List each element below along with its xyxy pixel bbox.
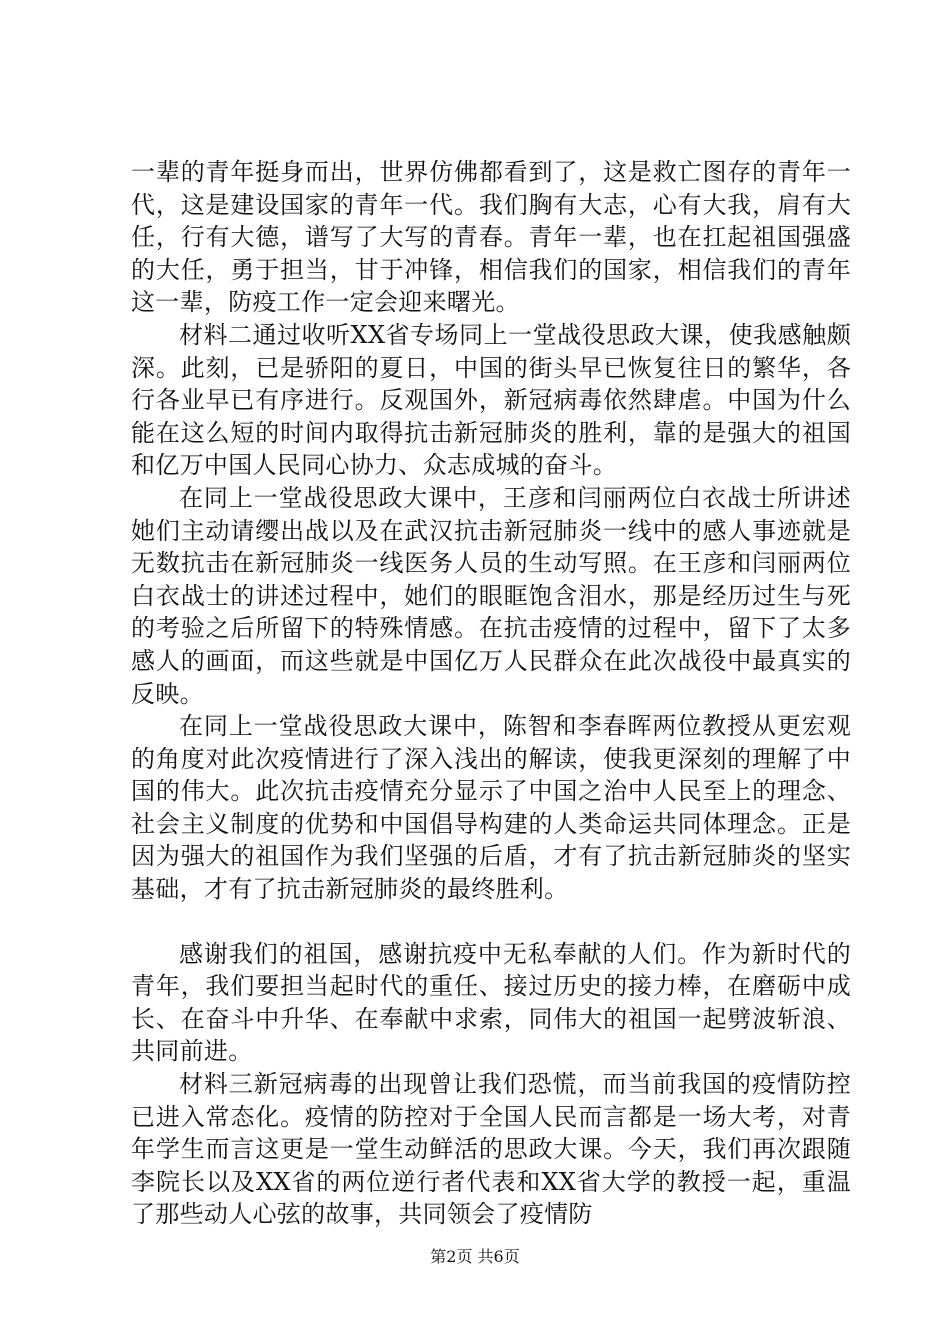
paragraph-continuation: 一辈的青年挺身而出，世界仿佛都看到了，这是救亡图存的青年一代，这是建设国家的青年一代。我们胸有大志，心有大我，肩有大任，行有大德，谱写了大写的青春。青年一辈，也在扛起祖国强盛的大任，勇于担当，甘于冲锋，相信我们的国家，相信我们的青年这一辈，防疫工作一定会迎来曙光。 (131, 158, 851, 317)
paragraph-professors: 在同上一堂战役思政大课中，陈智和李春晖两位教授从更宏观的角度对此次疫情进行了深入浅出的解读，使我更深刻的理解了中国的伟大。此次抗击疫情充分显示了中国之治中人民至上的理念、社会主义制度的优势和中国倡导构建的人类命运共同体理念。正是因为强大的祖国作为我们坚强的后盾，才有了抗击新冠肺炎的坚实基础，才有了抗击新冠肺炎的最终胜利。 (131, 712, 851, 904)
page-number-footer: 第2页 共6页 (430, 1247, 520, 1266)
paragraph-gratitude: 感谢我们的祖国，感谢抗疫中无私奉献的人们。作为新时代的青年，我们要担当起时代的重任、接过历史的接力棒，在磨砺中成长、在奋斗中升华、在奉献中求索，同伟大的祖国一起劈波斩浪、共同前进。 (131, 939, 851, 1066)
paragraph-material-three: 材料三新冠病毒的出现曾让我们恐慌，而当前我国的疫情防控已进入常态化。疫情的防控对于全国人民而言都是一场大考，对青年学生而言这更是一堂生动鲜活的思政大课。今天，我们再次跟随李院长以及XX省的两位逆行者代表和XX省大学的教授一起，重温了那些动人心弦的故事，共同领会了疫情防 (131, 1070, 851, 1229)
document-body (131, 156, 851, 1231)
paragraph-medical-workers: 在同上一堂战役思政大课中，王彦和闫丽两位白衣战士所讲述她们主动请缨出战以及在武汉抗击新冠肺炎一线中的感人事迹就是无数抗击在新冠肺炎一线医务人员的生动写照。在王彦和闫丽两位白衣战士的讲述过程中，她们的眼眶饱含泪水，那是经历过生与死的考验之后所留下的特殊情感。在抗击疫情的过程中，留下了太多感人的画面，而这些就是中国亿万人民群众在此次战役中最真实的反映。 (131, 483, 851, 708)
paragraph-material-two: 材料二通过收听XX省专场同上一堂战役思政大课，使我感触颇深。此刻，已是骄阳的夏日，中国的街头早已恢复往日的繁华，各行各业早已有序进行。反观国外，新冠病毒依然肆虐。中国为什么能在这么短的时间内取得抗击新冠肺炎的胜利，靠的是强大的祖国和亿万中国人民同心协力、众志成城的奋斗。 (131, 320, 851, 480)
